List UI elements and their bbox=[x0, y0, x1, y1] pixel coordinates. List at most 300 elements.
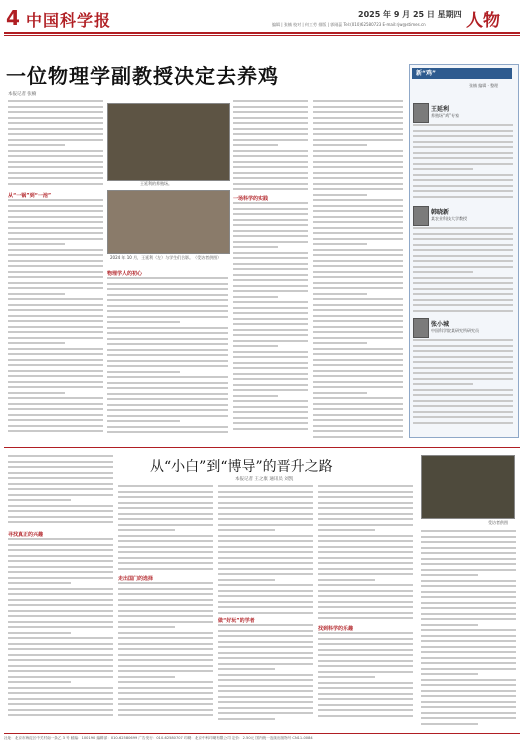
text-line bbox=[107, 343, 228, 345]
text-line bbox=[313, 381, 403, 383]
footer-imprint: 社址：北京市海淀区中关村南一条乙 3 号 邮编：100190 编辑部：010-62580699 广告发行：010-62580707 印刷：北京中科印刷有限公司 定价：2.50元 国内统一连续出版物号 CN11-0084 bbox=[4, 733, 520, 743]
text-line bbox=[318, 491, 413, 493]
text-line bbox=[421, 530, 516, 532]
text-line bbox=[8, 293, 65, 295]
text-line bbox=[413, 378, 513, 380]
text-line bbox=[413, 227, 513, 229]
text-line bbox=[118, 703, 213, 705]
header-rule-thin bbox=[4, 35, 520, 36]
text-block bbox=[107, 277, 228, 437]
text-line bbox=[118, 593, 213, 595]
text-line bbox=[118, 676, 175, 678]
text-line bbox=[8, 364, 103, 366]
sidebar-text bbox=[413, 339, 513, 431]
text-line bbox=[413, 266, 513, 268]
text-line bbox=[318, 612, 413, 614]
text-line bbox=[233, 285, 308, 287]
text-line bbox=[413, 255, 513, 257]
text-line bbox=[8, 665, 113, 667]
text-line bbox=[8, 621, 113, 623]
text-line bbox=[8, 687, 113, 689]
text-line bbox=[233, 351, 308, 353]
text-line bbox=[313, 254, 403, 256]
text-line bbox=[107, 371, 180, 373]
text-line bbox=[107, 288, 228, 290]
text-line bbox=[8, 337, 103, 339]
text-line bbox=[233, 241, 308, 243]
text-line bbox=[107, 305, 228, 307]
text-line bbox=[8, 205, 103, 207]
text-line bbox=[8, 425, 103, 427]
text-line bbox=[313, 326, 403, 328]
text-line bbox=[313, 150, 403, 152]
article1-subhead: 从“一锅”到“一池” bbox=[8, 193, 52, 199]
text-line bbox=[8, 144, 65, 146]
text-line bbox=[233, 422, 308, 424]
text-line bbox=[8, 287, 103, 289]
text-line bbox=[118, 604, 213, 606]
text-line bbox=[413, 394, 513, 396]
text-line bbox=[313, 425, 403, 427]
text-line bbox=[233, 202, 308, 204]
avatar bbox=[413, 318, 429, 338]
text-block bbox=[8, 100, 103, 192]
text-line bbox=[8, 654, 113, 656]
avatar bbox=[413, 103, 429, 123]
text-line bbox=[8, 199, 103, 201]
text-line bbox=[318, 601, 413, 603]
text-line bbox=[233, 334, 308, 336]
text-line bbox=[421, 679, 516, 681]
text-line bbox=[313, 221, 403, 223]
text-line bbox=[218, 502, 313, 504]
text-line bbox=[233, 177, 308, 179]
text-line bbox=[313, 397, 403, 399]
text-line bbox=[107, 431, 228, 433]
text-line bbox=[218, 641, 313, 643]
text-line bbox=[118, 615, 213, 617]
article1-photo1-caption: 王延利的养殖场。 bbox=[140, 181, 172, 186]
text-line bbox=[218, 595, 313, 597]
text-line bbox=[421, 591, 516, 593]
text-line bbox=[233, 235, 308, 237]
text-block bbox=[421, 530, 516, 730]
text-line bbox=[8, 315, 103, 317]
text-line bbox=[8, 588, 113, 590]
text-line bbox=[8, 670, 113, 672]
text-line bbox=[107, 310, 228, 312]
text-line bbox=[107, 327, 228, 329]
text-line bbox=[8, 397, 103, 399]
text-line bbox=[233, 144, 278, 146]
text-line bbox=[107, 299, 228, 301]
text-line bbox=[8, 466, 113, 468]
text-line bbox=[107, 354, 228, 356]
text-line bbox=[118, 687, 213, 689]
avatar bbox=[413, 206, 429, 226]
article2-subhead: 走出国门的选择 bbox=[118, 576, 154, 582]
text-line bbox=[8, 544, 113, 546]
text-line bbox=[421, 695, 516, 697]
text-line bbox=[313, 320, 403, 322]
text-line bbox=[107, 393, 228, 395]
text-line bbox=[8, 521, 113, 523]
text-line bbox=[413, 233, 513, 235]
text-line bbox=[313, 375, 403, 377]
text-line bbox=[233, 213, 308, 215]
text-line bbox=[8, 227, 103, 229]
editor-info: 编辑 | 张楠 校对 | 何工劳 排版 | 郭刚蕊 Tel:(010)62580723 E-mail:rjw@stimes.cn bbox=[272, 22, 426, 27]
text-line bbox=[233, 257, 308, 259]
text-line bbox=[8, 637, 113, 639]
text-line bbox=[413, 124, 513, 126]
text-line bbox=[318, 568, 413, 570]
text-line bbox=[421, 563, 516, 565]
text-line bbox=[313, 216, 403, 218]
text-line bbox=[8, 499, 71, 501]
text-line bbox=[8, 648, 113, 650]
text-line bbox=[421, 547, 516, 549]
text-line bbox=[118, 588, 213, 590]
article1-column-4 bbox=[313, 100, 403, 445]
sidebar-hint: 张楠 编辑 · 整理 bbox=[469, 83, 499, 88]
text-line bbox=[218, 668, 275, 670]
text-line bbox=[118, 709, 213, 711]
text-line bbox=[8, 472, 113, 474]
text-line bbox=[8, 370, 103, 372]
text-line bbox=[218, 584, 313, 586]
text-line bbox=[8, 326, 103, 328]
text-line bbox=[233, 340, 308, 342]
article1-photo2-caption: 2024 年 10 月，王延利（左）与学生们合影。（受访者供图） bbox=[110, 255, 222, 260]
text-line bbox=[313, 210, 403, 212]
text-line bbox=[421, 624, 478, 626]
text-line bbox=[118, 659, 213, 661]
text-line bbox=[318, 573, 413, 575]
text-line bbox=[421, 646, 516, 648]
text-line bbox=[218, 663, 313, 665]
text-line bbox=[118, 610, 213, 612]
text-line bbox=[318, 496, 413, 498]
text-line bbox=[8, 342, 65, 344]
text-line bbox=[313, 194, 367, 196]
text-line bbox=[8, 681, 71, 683]
text-line bbox=[233, 318, 308, 320]
text-line bbox=[118, 529, 175, 531]
text-line bbox=[233, 139, 308, 141]
text-line bbox=[313, 293, 367, 295]
text-line bbox=[8, 510, 113, 512]
text-line bbox=[421, 723, 478, 725]
text-line bbox=[413, 163, 513, 165]
text-line bbox=[233, 384, 308, 386]
text-line bbox=[413, 367, 513, 369]
text-line bbox=[218, 557, 313, 559]
text-line bbox=[118, 502, 213, 504]
text-line bbox=[107, 283, 228, 285]
text-line bbox=[233, 428, 308, 430]
text-line bbox=[313, 133, 403, 135]
text-line bbox=[318, 617, 413, 619]
text-line bbox=[413, 135, 513, 137]
text-line bbox=[313, 260, 403, 262]
text-line bbox=[313, 304, 403, 306]
text-line bbox=[313, 337, 403, 339]
text-line bbox=[421, 585, 516, 587]
article2-subhead: 找到科学的乐趣 bbox=[318, 626, 354, 632]
text-line bbox=[313, 238, 403, 240]
text-line bbox=[421, 574, 478, 576]
text-line bbox=[8, 331, 103, 333]
text-line bbox=[233, 246, 278, 248]
text-line bbox=[233, 133, 308, 135]
text-line bbox=[233, 345, 278, 347]
text-line bbox=[318, 693, 413, 695]
text-line bbox=[313, 172, 403, 174]
text-line bbox=[313, 139, 403, 141]
text-line bbox=[318, 715, 413, 717]
text-line bbox=[421, 552, 516, 554]
text-line bbox=[313, 243, 367, 245]
text-line bbox=[313, 282, 403, 284]
text-line bbox=[107, 404, 228, 406]
text-line bbox=[313, 232, 403, 234]
article2-column-5 bbox=[421, 530, 516, 730]
text-line bbox=[318, 513, 413, 515]
text-line bbox=[107, 360, 228, 362]
text-line bbox=[8, 626, 113, 628]
text-block bbox=[8, 455, 113, 531]
text-line bbox=[413, 174, 513, 176]
text-line bbox=[313, 100, 403, 102]
text-line bbox=[318, 638, 413, 640]
text-line bbox=[313, 271, 403, 273]
text-line bbox=[233, 411, 308, 413]
text-line bbox=[8, 243, 65, 245]
text-line bbox=[8, 408, 103, 410]
text-line bbox=[318, 524, 413, 526]
text-line bbox=[421, 596, 516, 598]
text-line bbox=[218, 601, 313, 603]
text-line bbox=[421, 712, 516, 714]
text-line bbox=[218, 491, 313, 493]
text-line bbox=[107, 277, 228, 279]
person-name: 韩晓新 bbox=[431, 209, 450, 216]
article2-column-1 bbox=[8, 455, 113, 730]
issue-date: 2025 年 9 月 25 日 星期四 bbox=[358, 10, 462, 19]
text-line bbox=[313, 205, 403, 207]
text-line bbox=[421, 684, 516, 686]
text-line bbox=[118, 568, 213, 570]
text-line bbox=[8, 386, 103, 388]
article1-subhead: 物理学人的初心 bbox=[107, 271, 143, 277]
text-line bbox=[318, 540, 413, 542]
text-line bbox=[413, 372, 513, 374]
text-line bbox=[218, 524, 313, 526]
text-line bbox=[318, 590, 413, 592]
text-line bbox=[313, 414, 403, 416]
text-line bbox=[313, 436, 403, 438]
text-line bbox=[118, 513, 213, 515]
text-line bbox=[107, 365, 228, 367]
text-line bbox=[118, 681, 213, 683]
text-block bbox=[233, 202, 308, 437]
text-line bbox=[318, 518, 413, 520]
text-block bbox=[218, 485, 313, 617]
text-line bbox=[218, 513, 313, 515]
text-line bbox=[107, 316, 228, 318]
text-line bbox=[8, 430, 103, 432]
text-line bbox=[313, 419, 403, 421]
text-line bbox=[8, 133, 103, 135]
text-line bbox=[8, 271, 103, 273]
text-line bbox=[8, 714, 113, 716]
text-line bbox=[8, 392, 65, 394]
text-line bbox=[8, 254, 103, 256]
text-line bbox=[313, 161, 403, 163]
text-line bbox=[413, 238, 513, 240]
text-line bbox=[8, 309, 103, 311]
sidebar-text bbox=[413, 124, 513, 202]
text-line bbox=[313, 183, 403, 185]
text-line bbox=[8, 577, 113, 579]
text-line bbox=[233, 395, 278, 397]
text-line bbox=[313, 144, 367, 146]
text-line bbox=[413, 157, 513, 159]
text-line bbox=[8, 703, 113, 705]
article2-byline: 本报记者 王之康 通讯员 刘凯 bbox=[235, 477, 294, 482]
article2-column-2 bbox=[118, 485, 213, 730]
text-line bbox=[218, 562, 313, 564]
text-line bbox=[313, 331, 403, 333]
text-line bbox=[8, 555, 113, 557]
article2-photo-caption: 受访者供图 bbox=[488, 520, 508, 525]
text-line bbox=[413, 400, 513, 402]
text-line bbox=[8, 298, 103, 300]
text-line bbox=[218, 590, 313, 592]
text-line bbox=[107, 387, 228, 389]
text-line bbox=[313, 227, 403, 229]
text-line bbox=[218, 635, 313, 637]
text-line bbox=[8, 260, 103, 262]
text-line bbox=[118, 491, 213, 493]
sidebar-heading: 新“鸡” bbox=[412, 68, 512, 79]
text-line bbox=[413, 422, 513, 424]
text-line bbox=[218, 540, 313, 542]
text-line bbox=[413, 130, 513, 132]
text-line bbox=[8, 232, 103, 234]
text-line bbox=[233, 373, 308, 375]
text-line bbox=[313, 106, 403, 108]
text-line bbox=[413, 361, 513, 363]
text-line bbox=[8, 375, 103, 377]
text-line bbox=[218, 679, 313, 681]
article2-column-3 bbox=[218, 485, 313, 730]
text-line bbox=[318, 606, 413, 608]
text-line bbox=[118, 698, 213, 700]
text-line bbox=[8, 106, 103, 108]
text-line bbox=[421, 558, 516, 560]
text-line bbox=[413, 260, 513, 262]
text-line bbox=[233, 219, 308, 221]
text-line bbox=[421, 706, 516, 708]
text-line bbox=[421, 701, 516, 703]
text-line bbox=[8, 249, 103, 251]
text-line bbox=[413, 179, 513, 181]
text-line bbox=[118, 551, 213, 553]
newspaper-name: 中国科学报 bbox=[26, 11, 112, 30]
section-name: 人物 bbox=[466, 11, 500, 31]
text-line bbox=[413, 310, 513, 312]
text-line bbox=[8, 348, 103, 350]
text-line bbox=[233, 224, 308, 226]
text-line bbox=[233, 378, 308, 380]
text-line bbox=[421, 690, 516, 692]
header-rule bbox=[4, 32, 520, 34]
text-line bbox=[421, 662, 516, 664]
text-line bbox=[421, 602, 516, 604]
text-line bbox=[313, 117, 403, 119]
text-block bbox=[8, 538, 113, 723]
text-line bbox=[8, 632, 71, 634]
text-block bbox=[8, 199, 103, 439]
text-line bbox=[413, 345, 513, 347]
text-line bbox=[233, 279, 308, 281]
text-line bbox=[118, 626, 175, 628]
text-line bbox=[313, 386, 403, 388]
text-line bbox=[313, 315, 403, 317]
text-line bbox=[107, 426, 228, 428]
text-line bbox=[8, 610, 113, 612]
text-line bbox=[313, 122, 403, 124]
person-name: 王延利 bbox=[431, 106, 450, 113]
text-line bbox=[413, 339, 513, 341]
text-line bbox=[8, 320, 103, 322]
text-line bbox=[233, 155, 308, 157]
text-line bbox=[8, 494, 113, 496]
text-line bbox=[218, 624, 313, 626]
text-line bbox=[413, 405, 513, 407]
text-line bbox=[8, 676, 113, 678]
text-line bbox=[313, 342, 367, 344]
text-line bbox=[218, 485, 313, 487]
person-affiliation: 养殖场“鸡”专家 bbox=[431, 113, 460, 118]
text-line bbox=[413, 271, 473, 273]
text-line bbox=[318, 579, 375, 581]
text-line bbox=[118, 643, 213, 645]
text-line bbox=[233, 389, 308, 391]
text-line bbox=[233, 274, 308, 276]
text-line bbox=[8, 155, 103, 157]
text-line bbox=[118, 654, 213, 656]
text-line bbox=[218, 507, 313, 509]
text-line bbox=[421, 640, 516, 642]
text-line bbox=[233, 417, 308, 419]
text-block bbox=[313, 100, 403, 445]
text-line bbox=[313, 370, 403, 372]
text-line bbox=[8, 265, 103, 267]
text-line bbox=[313, 359, 403, 361]
text-block bbox=[118, 485, 213, 575]
text-line bbox=[118, 524, 213, 526]
text-line bbox=[8, 709, 113, 711]
text-line bbox=[413, 168, 473, 170]
text-line bbox=[313, 111, 403, 113]
text-line bbox=[313, 265, 403, 267]
text-line bbox=[107, 376, 228, 378]
text-line bbox=[233, 161, 308, 163]
text-line bbox=[233, 268, 308, 270]
